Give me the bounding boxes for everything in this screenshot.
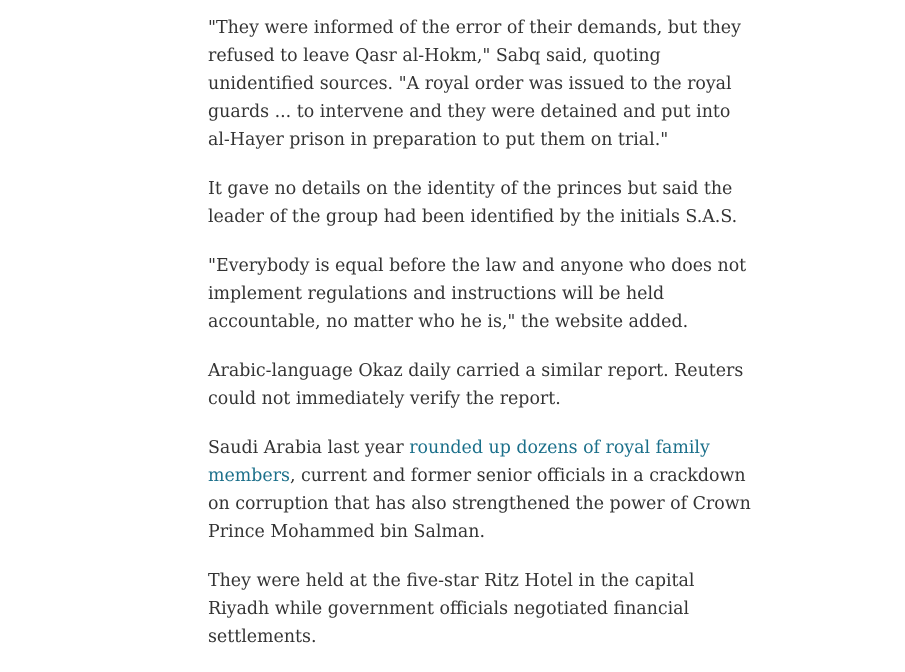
paragraph-1: "They were informed of the error of their demands, but they refused to leave Qasr al-Hokm," Sabq said, quoting unidentified sources. "A royal order was issued to the royal guards ... to intervene and they were detained and put into al-Hayer prison in preparation to put them on trial." [208, 18, 741, 150]
royal-roundup-link[interactable]: rounded up dozens of royal family members [208, 438, 710, 486]
paragraph-5-tail: , current and former senior officials in a crackdown on corruption that has also strengthened the power of Crown Prince Mohammed bin Salman. [208, 466, 751, 542]
paragraph-3: "Everybody is equal before the law and anyone who does not implement regulations and instructions will be held accountable, no matter who he is," the website added. [208, 256, 747, 332]
paragraph-5 [208, 434, 756, 546]
article-body [208, 14, 756, 672]
paragraph-2: It gave no details on the identity of the princes but said the leader of the group had been identified by the initials S.A.S. [208, 179, 738, 227]
paragraph-4: Arabic-language Okaz daily carried a similar report. Reuters could not immediately verify the report. [208, 361, 744, 409]
paragraph-6: They were held at the five-star Ritz Hotel in the capital Riyadh while government officials negotiated financial settlements. [208, 571, 695, 647]
paragraph-5-lead: Saudi Arabia last year [208, 438, 410, 458]
